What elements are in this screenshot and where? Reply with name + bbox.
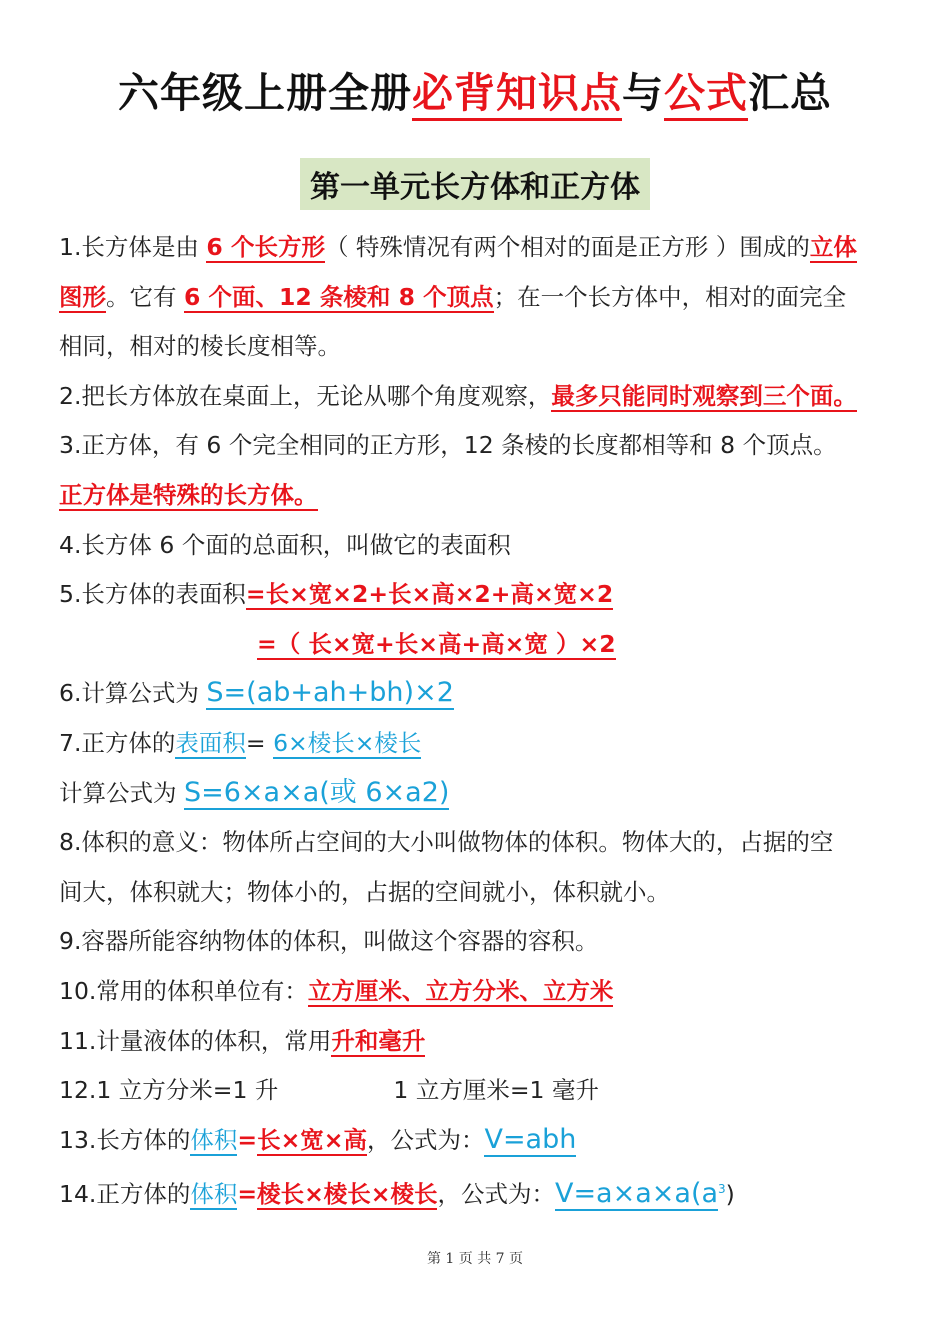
- title-highlight-knowledge: 必背知识点: [412, 69, 622, 121]
- text-red: =: [237, 1180, 258, 1209]
- line-7: [59, 522, 899, 572]
- highlight-red: 升和毫升: [331, 1026, 426, 1055]
- text: 。它有: [106, 282, 184, 311]
- title-part1: 六年级上册全册: [118, 69, 412, 117]
- line-2: [59, 274, 899, 324]
- highlight-red: 最多只能同时观察到三个面。: [551, 381, 857, 410]
- text: ；在一个长方体中，相对的面完全: [493, 282, 847, 311]
- formula-blue: V=a×a×a(a: [554, 1178, 719, 1210]
- line-9: [59, 621, 899, 671]
- formula-red: =长×宽×2+长×高×2+高×宽×2: [245, 580, 614, 609]
- text: =: [245, 728, 274, 757]
- text: （ 特殊情况有两个相对的面是正方形 ）围成的: [324, 233, 810, 261]
- line-19: [59, 1117, 899, 1167]
- text: 10.常用的体积单位有：: [59, 976, 308, 1005]
- line-5: [59, 422, 899, 472]
- line-3: [59, 323, 899, 373]
- line-17: [59, 1018, 899, 1068]
- formula-blue: S=6×a×a(或 6×a2): [183, 776, 450, 808]
- text: 间大，体积就大；物体小的，占据的空间就小，体积就小。: [59, 877, 670, 906]
- line-14: [59, 869, 899, 919]
- text: 5.长方体的表面积: [59, 580, 246, 609]
- text-red: =: [237, 1125, 258, 1154]
- highlight-red: 立体: [809, 233, 857, 261]
- line-13: [59, 819, 899, 869]
- text: 12.1 立方分米=1 升: [59, 1076, 279, 1105]
- text: 1.长方体是由: [59, 233, 207, 261]
- text: 7.正方体的: [59, 728, 176, 757]
- highlight-red: 立方厘米、立方分米、立方米: [307, 976, 614, 1005]
- superscript: 3: [718, 1182, 726, 1197]
- formula-blue: S=(ab+ah+bh)×2: [206, 677, 454, 709]
- highlight-blue: 体积: [190, 1125, 238, 1154]
- formula-red: =（ 长×宽+长×高+高×宽 ）×2: [257, 629, 616, 658]
- text: 8.体积的意义：物体所占空间的大小叫做物体的体积。物体大的，占据的空: [59, 828, 834, 857]
- line-15: [59, 918, 899, 968]
- text: ): [725, 1180, 735, 1209]
- highlight-blue: 体积: [190, 1180, 238, 1209]
- unit-heading-wrap: [0, 158, 950, 210]
- text: 计算公式为: [59, 778, 184, 807]
- text: 2.把长方体放在桌面上，无论从哪个角度观察，: [59, 381, 552, 410]
- line-20: [59, 1166, 899, 1216]
- text: ，公式为：: [437, 1180, 555, 1209]
- highlight-red: 6 个面、12 条棱和 8 个顶点: [183, 282, 494, 311]
- page-title: [0, 60, 950, 119]
- knowledge-list: [59, 224, 899, 1216]
- text: 14.正方体的: [59, 1180, 191, 1209]
- text: 4.长方体 6 个面的总面积，叫做它的表面积: [59, 530, 511, 559]
- highlight-red: 6 个长方形: [206, 233, 325, 261]
- highlight-red: 图形: [59, 282, 106, 311]
- formula-blue: 6×棱长×棱长: [273, 728, 422, 757]
- line-6: [59, 472, 899, 522]
- text: ，公式为：: [366, 1125, 485, 1154]
- page-footer: 第 1 页 共 7 页: [426, 1251, 524, 1267]
- text: 9.容器所能容纳物体的体积，叫做这个容器的容积。: [59, 927, 599, 956]
- highlight-red: 正方体是特殊的长方体。: [59, 480, 318, 509]
- text: 13.长方体的: [59, 1125, 191, 1154]
- line-18: [59, 1067, 899, 1117]
- line-1: [59, 224, 899, 274]
- line-11: [59, 720, 899, 770]
- highlight-blue: 表面积: [175, 728, 246, 757]
- text: 3.正方体，有 6 个完全相同的正方形，12 条棱的长度都相等和 8 个顶点。: [59, 431, 837, 460]
- formula-blue: V=abh: [484, 1123, 577, 1155]
- line-12: [59, 770, 899, 820]
- text: 11.计量液体的体积，常用: [59, 1026, 332, 1055]
- text: 相同，相对的棱长度相等。: [59, 332, 341, 361]
- title-highlight-formula: 公式: [664, 69, 748, 121]
- text: 1 立方厘米=1 毫升: [393, 1076, 599, 1105]
- title-part5: 汇总: [748, 69, 832, 117]
- title-part3: 与: [622, 69, 664, 117]
- line-10: [59, 670, 899, 720]
- unit-heading: 第一单元长方体和正方体: [300, 158, 650, 210]
- line-8: [59, 571, 899, 621]
- line-4: [59, 373, 899, 423]
- text: 6.计算公式为: [59, 679, 207, 708]
- highlight-red: 棱长×棱长×棱长: [257, 1180, 438, 1209]
- line-16: [59, 968, 899, 1018]
- highlight-red: 长×宽×高: [257, 1125, 367, 1154]
